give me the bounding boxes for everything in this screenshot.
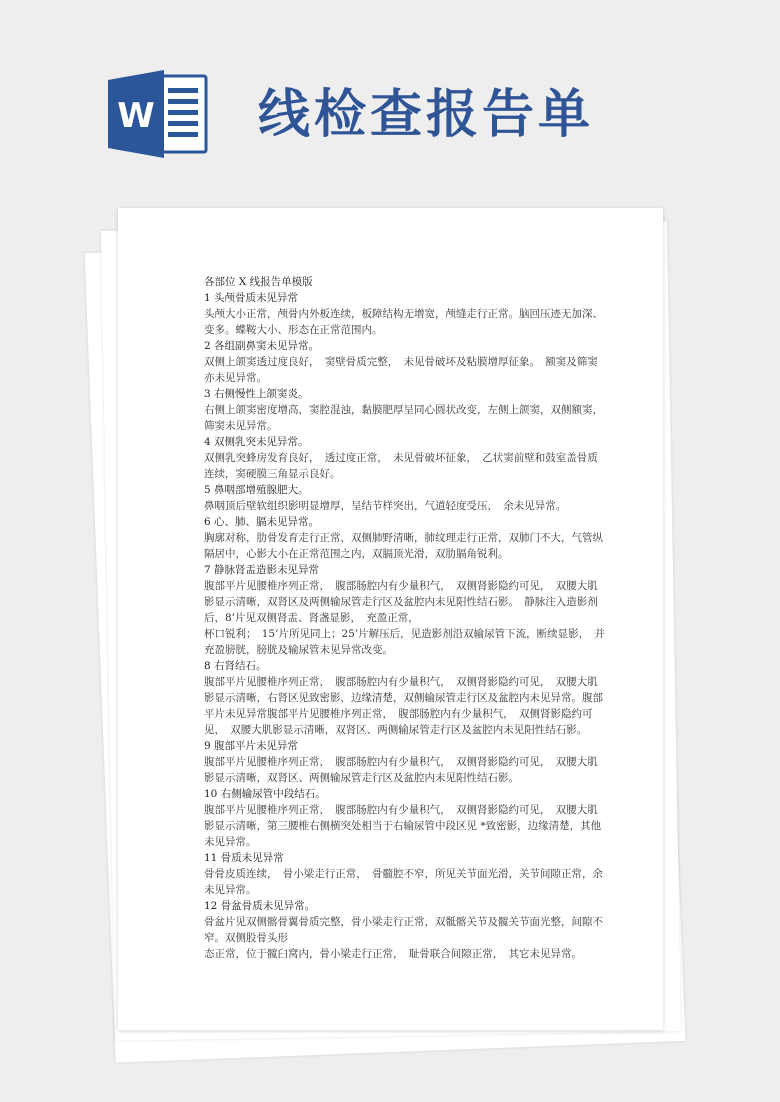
report-paragraph: 双侧乳突蜂房发育良好， 透过度正常， 未见骨破坏征象， 乙状窦前壁和鼓室盖骨质连续，窦硬膜三角显示良好。: [204, 452, 598, 480]
word-logo-letter: W: [117, 96, 155, 136]
word-document-icon: [108, 70, 208, 158]
page-title: 线检查报告单: [258, 85, 595, 145]
document-page: [118, 208, 663, 1030]
report-section-heading: 6 心、肺、膈未见异常。: [204, 516, 320, 528]
report-paragraph: 腹部平片见腰椎序列正常， 腹部肠腔内有少量积气， 双侧肾影隐约可见， 双腰大肌影显示清晰，右肾区见致密影，边缘清楚，双侧输尿管走行区及盆腔内未见异常。腹部平片未见异常腹部平片见腰椎序列正常， 腹部肠腔内有少量积气， 双侧肾影隐约可见， 双腰大肌影显示清晰，双肾区、两侧输尿管走行区及盆腔内未见阳性结石影。: [204, 676, 603, 736]
report-section-heading: 1 头颅骨质未见异常: [204, 292, 299, 304]
report-section-heading: 各部位 X 线报告单模版: [204, 276, 313, 288]
report-paragraph: 杯口锐利； 15’片所见同上；25’片解压后，见造影剂沿双输尿管下流，断续显影， 并充盈膀胱，膀胱及输尿管未见异常改变。: [204, 628, 605, 656]
report-section-heading: 5 鼻咽部增殖腺肥大。: [204, 484, 309, 496]
report-section-heading: 10 右侧输尿管中段结石。: [204, 788, 326, 800]
report-paragraph: 骨骨皮质连续， 骨小梁走行正常， 骨髓腔不窄，所见关节面光滑，关节间隙正常，余未见异常。: [204, 868, 603, 896]
report-body: [204, 274, 606, 962]
report-section-heading: 9 腹部平片未见异常: [204, 740, 299, 752]
report-paragraph: 腹部平片见腰椎序列正常， 腹部肠腔内有少量积气， 双侧肾影隐约可见， 双腰大肌影显示清晰，第三腰椎右侧横突处相当于右输尿管中段区见 *致密影，边缘清楚，其他未见异常。: [204, 804, 602, 848]
report-paragraph: 鼻咽顶后壁软组织影明显增厚，呈结节样突出，气道轻度受压， 余未见异常。: [204, 500, 567, 512]
report-section-heading: 3 右侧慢性上颌窦炎。: [204, 388, 309, 400]
report-section-heading: 11 骨质未见异常: [204, 852, 284, 864]
report-paragraph: 骨盆片见双侧髂骨翼骨质完整，骨小梁走行正常，双骶髂关节及髋关节面光整，间隙不窄。双侧股骨头形: [204, 916, 603, 944]
report-paragraph: 腹部平片见腰椎序列正常， 腹部肠腔内有少量积气， 双侧肾影隐约可见， 双腰大肌影显示清晰，双肾区、两侧输尿管走行区及盆腔内未见阳性结石影。: [204, 756, 598, 784]
report-paragraph: 头颅大小正常，颅骨内外板连续，板障结构无增宽，颅缝走行正常。脑回压迹无加深、变多。蝶鞍大小、形态在正常范围内。: [204, 308, 603, 336]
report-section-heading: 12 骨盆骨质未见异常。: [204, 900, 316, 912]
report-paragraph: 腹部平片见腰椎序列正常， 腹部肠腔内有少量积气， 双侧肾影隐约可见， 双腰大肌影显示清晰，双肾区及两侧输尿管走行区及盆腔内未见阳性结石影。 静脉注入造影剂后，8’片见双侧肾盂、肾盏显影， 充盈正常，: [204, 580, 598, 624]
report-paragraph: 双侧上颌窦透过度良好， 窦壁骨质完整， 未见骨破坏及粘膜增厚征象。 额窦及筛窦亦未见异常。: [204, 356, 598, 384]
report-section-heading: 4 双侧乳突未见异常。: [204, 436, 309, 448]
report-section-heading: 7 静脉肾盂造影未见异常: [204, 564, 320, 576]
report-section-heading: 2 各组副鼻窦未见异常。: [204, 340, 320, 352]
report-paragraph: 态正常，位于髋臼窝内，骨小梁走行正常， 耻骨联合间隙正常， 其它未见异常。: [204, 948, 582, 960]
report-paragraph: 胸廓对称，肋骨发育走行正常，双侧肺野清晰，肺纹理走行正常，双肺门不大，气管纵隔居中，心影大小在正常范围之内，双膈顶光滑，双肋膈角锐利。: [204, 532, 603, 560]
report-paragraph: 右侧上颌窦密度增高，窦腔混浊，黏膜肥厚呈同心圆状改变，左侧上颌窦，双侧额窦，筛窦未见异常。: [204, 404, 603, 432]
report-section-heading: 8 右肾结石。: [204, 660, 267, 672]
